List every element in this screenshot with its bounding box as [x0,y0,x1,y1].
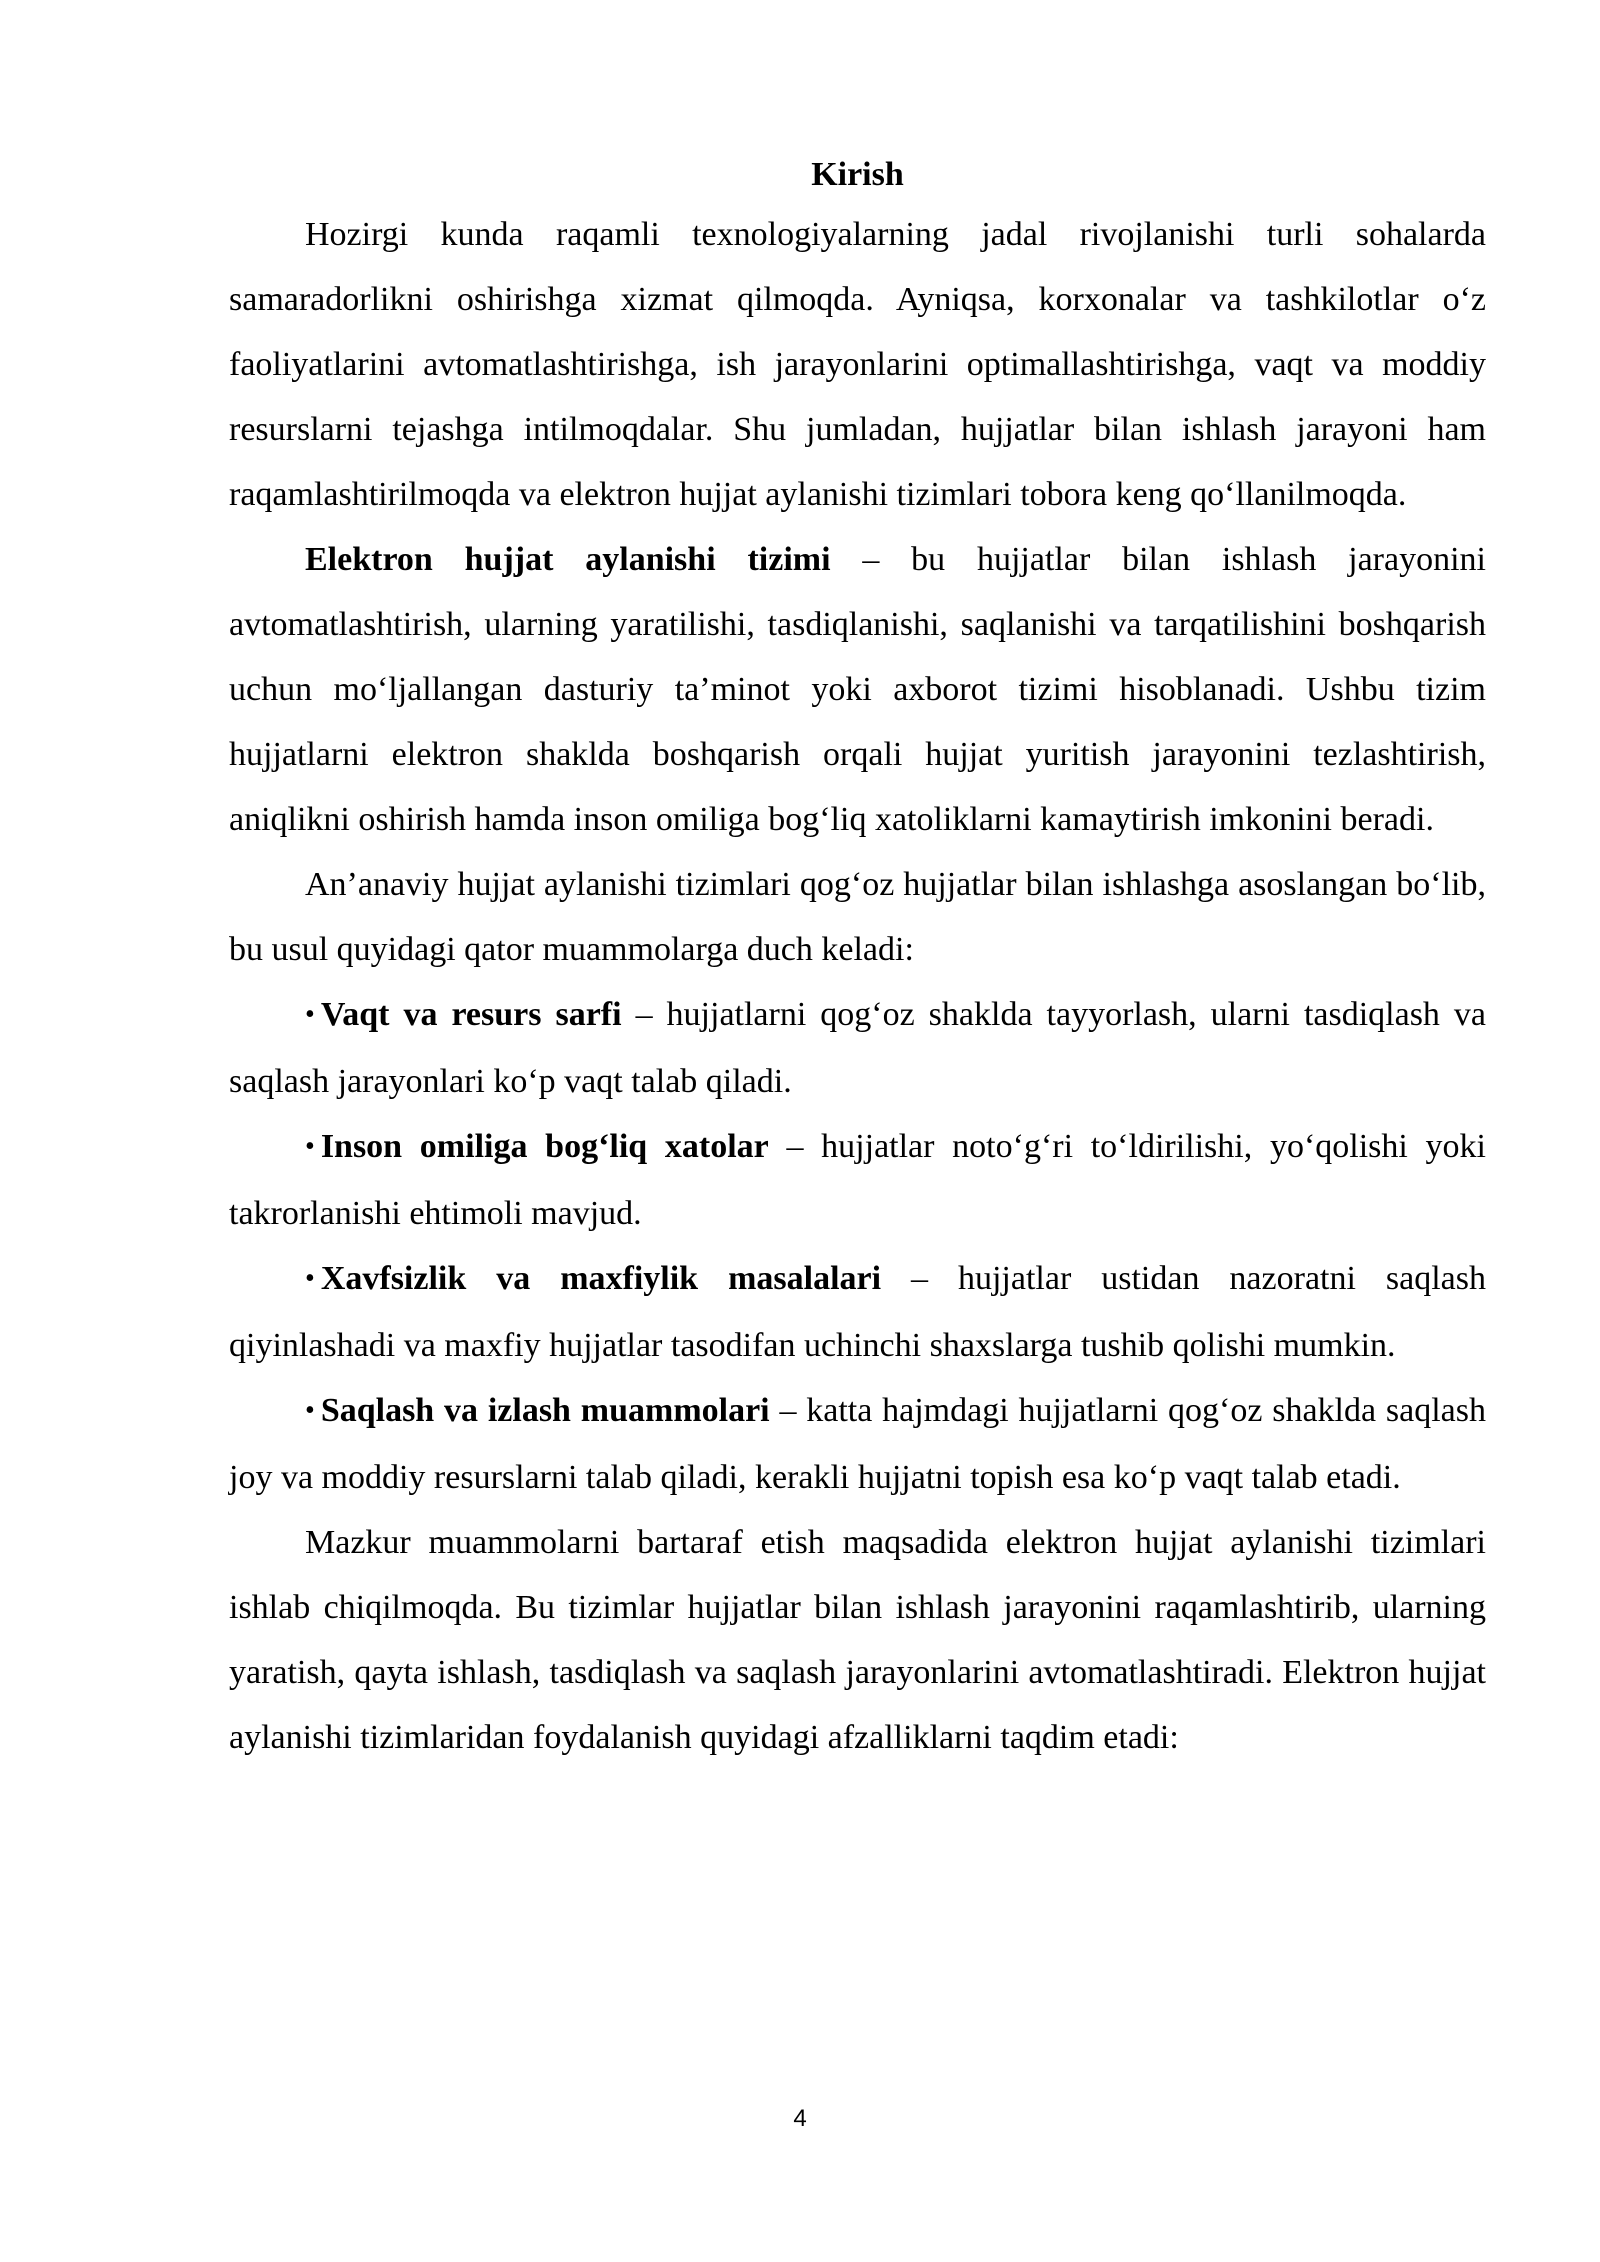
list-item [229,982,1486,1114]
list-item-term: Inson omiliga bog‘liq xatolar [320,1128,769,1165]
intro-paragraph: Hozirgi kunda raqamli texnologiyalarning jadal rivojlanishi turli sohalarda samaradorlikni oshirishga xizmat qilmoqda. Ayniqsa, korxonalar va tashkilotlar o‘z faoliyatlarini avtomatlashtirishga, ish jarayonlarini optimallashtirishga, vaqt va moddiy resurslarni tejashga intilmoqdalar. Shu jumladan, hujjatlar bilan ishlash jarayoni ham raqamlashtirilmoqda va elektron hujjat aylanishi tizimlari tobora keng qo‘llanilmoqda. [229,216,1486,513]
definition-paragraph [229,527,1486,852]
list-item [229,1246,1486,1378]
list-item [229,1378,1486,1510]
list-item-text: – hujjatlar ustidan nazoratni saqlash qiyinlashadi va maxfiy hujjatlar tasodifan uchinchi shaxslarga tushib qolishi mumkin. [229,1260,1486,1364]
page-number: 4 [793,2105,807,2132]
list-item-text: – katta hajmdagi hujjatlarni qog‘oz shaklda saqlash joy va moddiy resurslarni talab qiladi, kerakli hujjatni topish esa ko‘p vaqt talab etadi. [229,1392,1486,1496]
list-item-text: – hujjatlar noto‘g‘ri to‘ldirilishi, yo‘qolishi yoki takrorlanishi ehtimoli mavjud. [229,1128,1486,1232]
list-item [229,1114,1486,1246]
definition-text: – bu hujjatlar bilan ishlash jarayonini avtomatlashtirish, ularning yaratilishi, tasdiqlanishi, saqlanishi va tarqatilishini boshqarish uchun mo‘ljallangan dasturiy ta’minot yoki axborot tizimi hisoblanadi. Ushbu tizim hujjatlarni elektron shaklda boshqarish orqali hujjat yuritish jarayonini tezlashtirish, aniqlikni oshirish hamda inson omiliga bog‘liq xatoliklarni kamaytirish imkonini beradi. [229,541,1486,838]
list-item-term: Xavfsizlik va maxfiylik masalalari [320,1260,882,1297]
bullet-icon: • [305,1131,315,1162]
document-page [229,148,1486,1770]
list-item-term: Saqlash va izlash muammolari [320,1392,770,1429]
page-title: Kirish [811,156,904,193]
problems-intro-paragraph: An’anaviy hujjat aylanishi tizimlari qog‘oz hujjatlar bilan ishlashga asoslangan bo‘lib, bu usul quyidagi qator muammolarga duch keladi: [229,866,1486,968]
bullet-icon: • [305,1263,315,1294]
bullet-icon: • [305,1395,315,1426]
bullet-icon: • [305,999,315,1030]
definition-term: Elektron hujjat aylanishi tizimi [305,541,831,578]
list-item-term: Vaqt va resurs sarfi [320,996,622,1033]
closing-paragraph: Mazkur muammolarni bartaraf etish maqsadida elektron hujjat aylanishi tizimlari ishlab chiqilmoqda. Bu tizimlar hujjatlar bilan ishlash jarayonini raqamlashtirib, ularning yaratish, qayta ishlash, tasdiqlash va saqlash jarayonlarini avtomatlashtiradi. Elektron hujjat aylanishi tizimlaridan foydalanish quyidagi afzalliklarni taqdim etadi: [229,1524,1486,1756]
list-item-text: – hujjatlarni qog‘oz shaklda tayyorlash, ularni tasdiqlash va saqlash jarayonlari ko‘p vaqt talab qiladi. [229,996,1487,1100]
